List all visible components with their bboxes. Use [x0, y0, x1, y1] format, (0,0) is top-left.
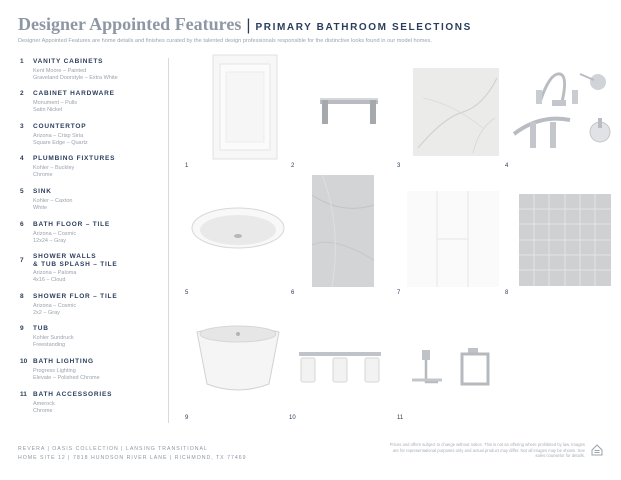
grid-number: 8 — [505, 290, 509, 296]
grid-number: 5 — [185, 290, 189, 296]
item-number: 1 — [20, 58, 24, 65]
item-number: 6 — [20, 221, 24, 228]
item-label: CABINET HARDWARE — [33, 90, 115, 97]
cabinet-pull-image — [318, 94, 380, 128]
item-detail: Amerock — [33, 401, 55, 407]
item-number: 4 — [20, 155, 24, 162]
page-subtitle: PRIMARY BATHROOM SELECTIONS — [255, 22, 472, 33]
item-detail: Elevate – Polished Chrome — [33, 375, 100, 381]
item-detail: Progress Lighting — [33, 368, 76, 374]
item-label: PLUMBING FIXTURES — [33, 155, 116, 162]
item-number: 5 — [20, 188, 24, 195]
item-label: BATH FLOOR – TILE — [33, 221, 111, 228]
shower-wall-tile-image — [407, 191, 499, 287]
grid-number: 7 — [397, 290, 401, 296]
intro-text: Designer Appointed Features are home details and finishes curated by the talented design professionals responsible for the distinctive looks found in our model homes. — [18, 38, 432, 44]
item-number: 2 — [20, 90, 24, 97]
shower-floor-tile-image — [519, 194, 611, 286]
footer-address — [18, 445, 247, 463]
item-detail: 4x16 – Cloud — [33, 277, 66, 283]
item-detail: Satin Nickel — [33, 107, 63, 113]
item-number: 9 — [20, 325, 24, 332]
item-number: 8 — [20, 293, 24, 300]
item-detail: Kent Moore – Painted — [33, 68, 87, 74]
item-detail: 2x2 – Gray — [33, 310, 60, 316]
vanity-cabinet-image — [212, 54, 278, 160]
item-detail: Kohler – Buckley — [33, 165, 75, 171]
grid-number: 2 — [291, 163, 295, 169]
bath-light-image — [297, 348, 383, 384]
item-detail: Chrome — [33, 408, 53, 414]
grid-number: 4 — [505, 163, 509, 169]
item-detail: White — [33, 205, 48, 211]
item-detail: Arizona – Cosmic — [33, 303, 77, 309]
equal-housing-icon — [591, 444, 603, 456]
floor-tile-image — [312, 175, 374, 287]
grid-number: 3 — [397, 163, 401, 169]
page-title: Designer Appointed Features — [18, 14, 242, 34]
footer-line1: REVERA | OASIS COLLECTION | LANSING TRANSITIONAL — [18, 446, 208, 452]
item-label: SHOWER WALLS — [33, 253, 97, 260]
item-label: VANITY CABINETS — [33, 58, 104, 65]
item-detail: 12x24 – Gray — [33, 238, 67, 244]
quartz-countertop-image — [413, 68, 499, 156]
item-detail: Chrome — [33, 172, 53, 178]
item-number: 3 — [20, 123, 24, 130]
tub-image — [193, 322, 283, 396]
item-label-line2: & TUB SPLASH – TILE — [33, 261, 118, 268]
item-label: TUB — [33, 325, 49, 332]
item-detail: Arizona – Crisp Siria — [33, 133, 84, 139]
item-label: COUNTERTOP — [33, 123, 87, 130]
item-detail: Freestanding — [33, 342, 66, 348]
footer-disclaimer: Prices and offers subject to change without notice. This is not an offering where prohibited by law. Images are for representational purposes only and actual product may differ. Not all images may be shown. See sales counselor for details. — [389, 442, 585, 458]
grid-number: 6 — [291, 290, 295, 296]
item-label: BATH ACCESSORIES — [33, 391, 113, 398]
grid-number: 1 — [185, 163, 189, 169]
divider-line — [168, 58, 169, 423]
plumbing-fixtures-image — [510, 62, 612, 158]
grid-number: 11 — [397, 415, 404, 421]
sink-image — [188, 204, 288, 256]
item-detail: Kohler – Caxton — [33, 198, 73, 204]
item-label: SINK — [33, 188, 52, 195]
item-number: 10 — [20, 358, 28, 365]
item-label: SHOWER FLOR – TILE — [33, 293, 118, 300]
item-number: 11 — [20, 391, 27, 398]
grid-number: 10 — [289, 415, 296, 421]
bath-accessories-image — [408, 346, 496, 388]
item-detail: Kohler Sundruck — [33, 335, 74, 341]
item-detail: Monument – Pulls — [33, 100, 78, 106]
header — [18, 14, 472, 35]
item-label: BATH LIGHTING — [33, 358, 94, 365]
footer-line2: HOME SITE 12 | 7818 HUNDSON RIVER LANE | RICHMOND, TX 77469 — [18, 455, 247, 461]
item-detail: Arizona – Paloma — [33, 270, 77, 276]
item-detail: Square Edge – Quartz — [33, 140, 88, 146]
grid-number: 9 — [185, 415, 189, 421]
item-detail: Graveland Doorstyle – Extra White — [33, 75, 118, 81]
title-separator: | — [246, 17, 251, 34]
item-number: 7 — [20, 257, 24, 264]
item-detail: Arizona – Cosmic — [33, 231, 77, 237]
